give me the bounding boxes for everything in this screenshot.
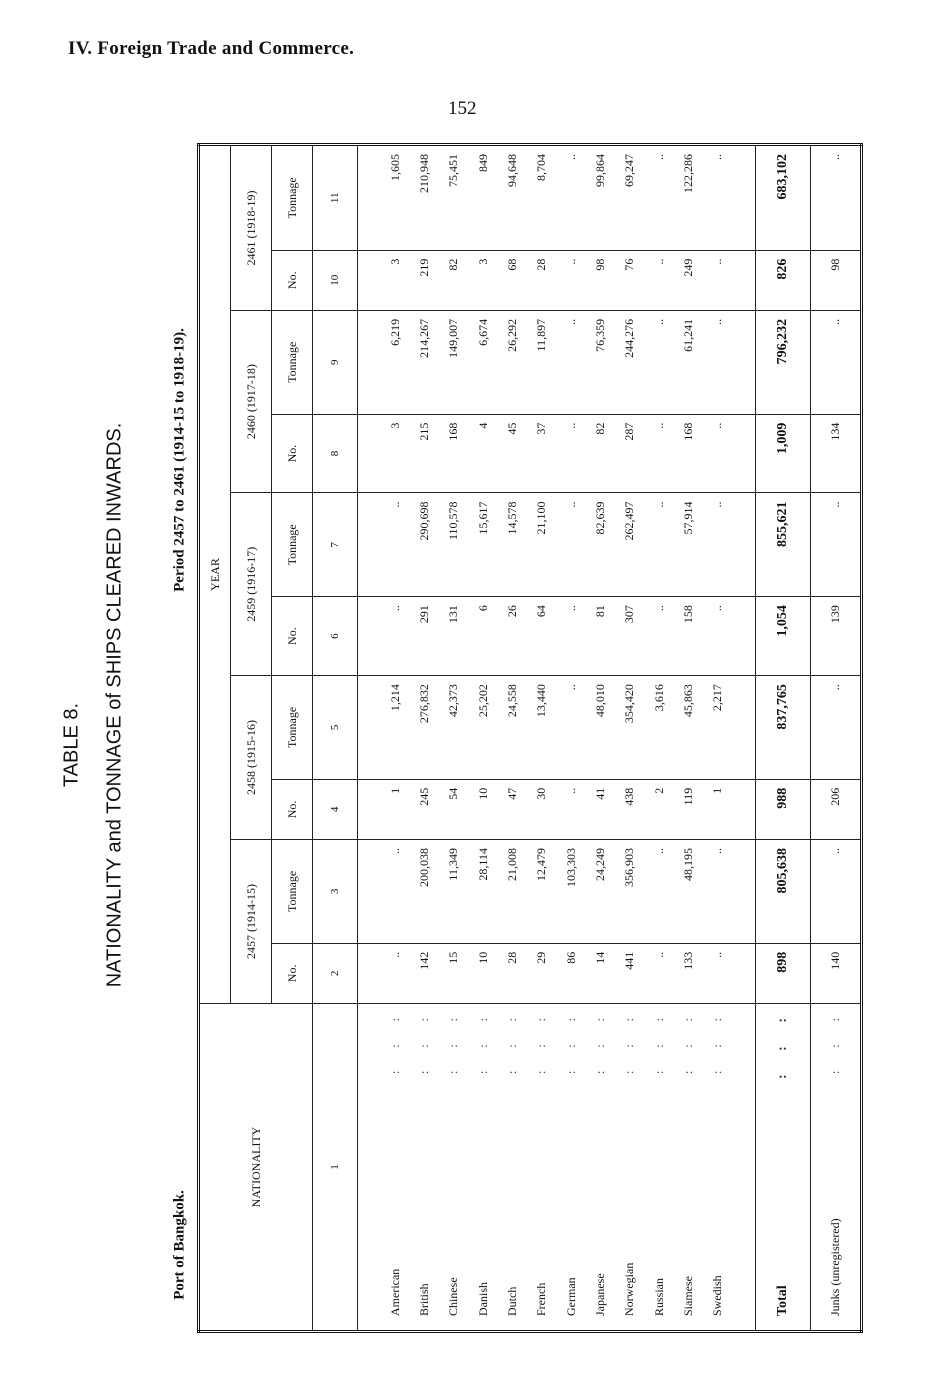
tonnage-cell: .. (556, 493, 585, 597)
count-cell: 826 (755, 250, 810, 310)
tonnage-cell: .. (810, 493, 861, 597)
header-tonnage: Tonnage (272, 840, 313, 944)
period-label: Period 2457 to 2461 (1914-15 to 1918-19). (171, 328, 188, 592)
tonnage-cell: .. (703, 493, 732, 597)
tonnage-cell: .. (644, 493, 673, 597)
tonnage-cell: .. (644, 145, 673, 251)
tonnage-cell: 6,674 (468, 310, 497, 414)
tonnage-cell: 103,303 (556, 840, 585, 944)
tonnage-cell: 805,638 (755, 840, 810, 944)
leader-dots: : : : (622, 1008, 637, 1075)
count-cell: 37 (527, 414, 556, 493)
count-cell: .. (556, 597, 585, 676)
count-cell: 158 (674, 597, 703, 676)
nationality-name: British (416, 1283, 431, 1316)
count-cell: 133 (674, 943, 703, 1003)
count-cell: 3 (468, 250, 497, 310)
table-row (674, 145, 703, 1332)
nationality-name: French (534, 1282, 549, 1316)
tonnage-cell: 2,217 (703, 676, 732, 780)
count-cell: 131 (439, 597, 468, 676)
tonnage-cell: 1,605 (380, 145, 409, 251)
tonnage-cell: 99,864 (586, 145, 615, 251)
table-row (498, 145, 527, 1332)
count-cell: 28 (498, 943, 527, 1003)
nationality-name: Junks (unregistered) (827, 1218, 842, 1316)
count-cell: 54 (439, 779, 468, 839)
count-cell: 119 (674, 779, 703, 839)
leader-dots: : : : (563, 1008, 578, 1075)
count-cell: 30 (527, 779, 556, 839)
count-cell: 1,054 (755, 597, 810, 676)
total-row (755, 145, 810, 1332)
tonnage-cell: 290,698 (410, 493, 439, 597)
leader-dots: : : : (592, 1008, 607, 1075)
column-number: 9 (313, 310, 358, 414)
count-cell: .. (556, 779, 585, 839)
tonnage-cell: 210,948 (410, 145, 439, 251)
table-row (439, 145, 468, 1332)
count-cell: 140 (810, 943, 861, 1003)
count-cell: 219 (410, 250, 439, 310)
tonnage-cell: 110,578 (439, 493, 468, 597)
count-cell: 245 (410, 779, 439, 839)
leader-dots: : : : (446, 1008, 461, 1075)
count-cell: 98 (586, 250, 615, 310)
nationality-cell (468, 1004, 497, 1332)
leader-dots: : : : (416, 1008, 431, 1075)
nationality-name: Swedish (710, 1275, 725, 1316)
tonnage-cell: .. (644, 840, 673, 944)
tonnage-cell: 15,617 (468, 493, 497, 597)
nationality-cell (498, 1004, 527, 1332)
count-cell: 168 (674, 414, 703, 493)
header-nationality: NATIONALITY (199, 1004, 313, 1332)
tonnage-cell: 21,008 (498, 840, 527, 944)
count-cell: 287 (615, 414, 644, 493)
table-row (468, 145, 497, 1332)
count-cell: .. (644, 250, 673, 310)
leader-dots: : : : (710, 1008, 725, 1075)
nationality-name: Danish (475, 1282, 490, 1316)
nationality-cell (644, 1004, 673, 1332)
tonnage-cell: 354,420 (615, 676, 644, 780)
tonnage-cell: .. (380, 840, 409, 944)
count-cell: 438 (615, 779, 644, 839)
count-cell: .. (644, 414, 673, 493)
tonnage-cell: .. (644, 310, 673, 414)
tonnage-cell: 24,558 (498, 676, 527, 780)
tonnage-cell: 48,195 (674, 840, 703, 944)
count-cell: 45 (498, 414, 527, 493)
tonnage-cell: 13,440 (527, 676, 556, 780)
count-cell: 64 (527, 597, 556, 676)
header-no: No. (272, 414, 313, 493)
count-cell: 4 (468, 414, 497, 493)
count-cell: .. (380, 943, 409, 1003)
leader-dots: : : : (827, 1008, 842, 1075)
tonnage-cell: .. (556, 676, 585, 780)
nationality-name: Japanese (592, 1273, 607, 1316)
table-row (380, 145, 409, 1332)
tonnage-cell: 76,359 (586, 310, 615, 414)
leader-dots: : : : (651, 1008, 666, 1075)
tonnage-cell: 57,914 (674, 493, 703, 597)
tonnage-cell: 8,704 (527, 145, 556, 251)
count-cell: 134 (810, 414, 861, 493)
header-no: No. (272, 779, 313, 839)
tonnage-cell: .. (810, 676, 861, 780)
tonnage-cell: 21,100 (527, 493, 556, 597)
table-frame (197, 143, 863, 1333)
ships-table (197, 143, 863, 1333)
count-cell: .. (556, 414, 585, 493)
tonnage-cell: 1,214 (380, 676, 409, 780)
count-cell: 206 (810, 779, 861, 839)
count-cell: 14 (586, 943, 615, 1003)
tonnage-cell: 849 (468, 145, 497, 251)
tonnage-cell: 6,219 (380, 310, 409, 414)
tonnage-cell: .. (380, 493, 409, 597)
tonnage-cell: .. (810, 310, 861, 414)
count-cell: 307 (615, 597, 644, 676)
tonnage-cell: 14,578 (498, 493, 527, 597)
count-cell: 139 (810, 597, 861, 676)
count-cell: 81 (586, 597, 615, 676)
nationality-cell (410, 1004, 439, 1332)
tonnage-cell: .. (703, 145, 732, 251)
nationality-name: Dutch (504, 1286, 519, 1316)
tonnage-cell: 683,102 (755, 145, 810, 251)
tonnage-cell: 3,616 (644, 676, 673, 780)
count-cell: .. (380, 597, 409, 676)
nationality-name: Norwegian (622, 1262, 637, 1316)
header-no: No. (272, 250, 313, 310)
column-number: 6 (313, 597, 358, 676)
column-number: 2 (313, 943, 358, 1003)
count-cell: 98 (810, 250, 861, 310)
table-label: TABLE 8. (60, 702, 83, 788)
tonnage-cell: 356,903 (615, 840, 644, 944)
count-cell: .. (644, 943, 673, 1003)
tonnage-cell: .. (703, 840, 732, 944)
count-cell: 86 (556, 943, 585, 1003)
count-cell: 10 (468, 779, 497, 839)
count-cell: 76 (615, 250, 644, 310)
count-cell: .. (644, 597, 673, 676)
count-cell: .. (556, 250, 585, 310)
nationality-cell (586, 1004, 615, 1332)
table-row (410, 145, 439, 1332)
tonnage-cell: 200,038 (410, 840, 439, 944)
tonnage-cell: 75,451 (439, 145, 468, 251)
tonnage-cell: 276,832 (410, 676, 439, 780)
count-cell: 2 (644, 779, 673, 839)
header-year-2460: 2460 (1917-18) (231, 310, 272, 493)
tonnage-cell: 69,247 (615, 145, 644, 251)
header-tonnage: Tonnage (272, 676, 313, 780)
count-cell: 168 (439, 414, 468, 493)
count-cell: 15 (439, 943, 468, 1003)
leader-dots: : : : (774, 1008, 790, 1079)
tonnage-cell: 24,249 (586, 840, 615, 944)
count-cell: 898 (755, 943, 810, 1003)
column-number: 5 (313, 676, 358, 780)
leader-dots: : : : (387, 1008, 402, 1075)
column-number: 8 (313, 414, 358, 493)
tonnage-cell: .. (810, 840, 861, 944)
nationality-cell (615, 1004, 644, 1332)
table-row (556, 145, 585, 1332)
leader-dots: : : : (534, 1008, 549, 1075)
column-number: 1 (313, 1004, 358, 1332)
tonnage-cell: 149,007 (439, 310, 468, 414)
count-cell: 1,009 (755, 414, 810, 493)
tonnage-cell: 244,276 (615, 310, 644, 414)
nationality-name: Siamese (680, 1276, 695, 1316)
column-number: 7 (313, 493, 358, 597)
nationality-cell (755, 1004, 810, 1332)
column-number: 11 (313, 145, 358, 251)
tonnage-cell: 262,497 (615, 493, 644, 597)
header-year-2458: 2458 (1915-16) (231, 676, 272, 840)
count-cell: .. (703, 943, 732, 1003)
nationality-name: Russian (651, 1277, 666, 1316)
count-cell: 988 (755, 779, 810, 839)
column-number: 10 (313, 250, 358, 310)
count-cell: 249 (674, 250, 703, 310)
tonnage-cell: 214,267 (410, 310, 439, 414)
table-row (644, 145, 673, 1332)
column-number: 3 (313, 840, 358, 944)
section-heading: IV. Foreign Trade and Commerce. (68, 38, 355, 59)
table-body (313, 145, 862, 1332)
nationality-name: Total (774, 1285, 790, 1316)
tonnage-cell: 855,621 (755, 493, 810, 597)
table-row (527, 145, 556, 1332)
count-cell: 82 (586, 414, 615, 493)
header-tonnage: Tonnage (272, 493, 313, 597)
tonnage-cell: .. (556, 310, 585, 414)
tonnage-cell: .. (556, 145, 585, 251)
header-year: YEAR (199, 145, 231, 1004)
header-year-2457: 2457 (1914-15) (231, 840, 272, 1004)
count-cell: 291 (410, 597, 439, 676)
tonnage-cell: 26,292 (498, 310, 527, 414)
header-no: No. (272, 597, 313, 676)
header-year-2461: 2461 (1918-19) (231, 145, 272, 311)
tonnage-cell: 28,114 (468, 840, 497, 944)
nationality-cell (380, 1004, 409, 1332)
page-number: 152 (448, 98, 477, 119)
count-cell: 26 (498, 597, 527, 676)
nationality-name: German (563, 1277, 578, 1316)
count-cell: .. (703, 597, 732, 676)
nationality-cell (527, 1004, 556, 1332)
header-tonnage: Tonnage (272, 310, 313, 414)
column-number: 4 (313, 779, 358, 839)
count-cell: .. (703, 250, 732, 310)
nationality-cell (810, 1004, 861, 1332)
nationality-name: Chinese (446, 1277, 461, 1316)
count-cell: .. (703, 414, 732, 493)
count-cell: 441 (615, 943, 644, 1003)
tonnage-cell: 11,897 (527, 310, 556, 414)
tonnage-cell: 45,863 (674, 676, 703, 780)
table-row (586, 145, 615, 1332)
count-cell: 68 (498, 250, 527, 310)
table-row (615, 145, 644, 1332)
tonnage-cell: 12,479 (527, 840, 556, 944)
junks-row (810, 145, 861, 1332)
count-cell: 3 (380, 250, 409, 310)
count-cell: 215 (410, 414, 439, 493)
tonnage-cell: .. (810, 145, 861, 251)
count-cell: 82 (439, 250, 468, 310)
tonnage-cell: .. (703, 310, 732, 414)
count-cell: 3 (380, 414, 409, 493)
nationality-name: American (387, 1268, 402, 1316)
table-title: NATIONALITY and TONNAGE of SHIPS CLEARED INWARDS. (103, 422, 126, 988)
nationality-cell (703, 1004, 732, 1332)
header-no: No. (272, 943, 313, 1003)
count-cell: 1 (380, 779, 409, 839)
tonnage-cell: 61,241 (674, 310, 703, 414)
leader-dots: : : : (680, 1008, 695, 1075)
tonnage-cell: 11,349 (439, 840, 468, 944)
count-cell: 1 (703, 779, 732, 839)
count-cell: 28 (527, 250, 556, 310)
count-cell: 41 (586, 779, 615, 839)
count-cell: 47 (498, 779, 527, 839)
leader-dots: : : : (475, 1008, 490, 1075)
leader-dots: : : : (504, 1008, 519, 1075)
header-year-2459: 2459 (1916-17) (231, 493, 272, 676)
tonnage-cell: 796,232 (755, 310, 810, 414)
tonnage-cell: 25,202 (468, 676, 497, 780)
tonnage-cell: 94,648 (498, 145, 527, 251)
nationality-cell (556, 1004, 585, 1332)
tonnage-cell: 122,286 (674, 145, 703, 251)
column-numbers-row (313, 145, 358, 1332)
count-cell: 29 (527, 943, 556, 1003)
tonnage-cell: 837,765 (755, 676, 810, 780)
count-cell: 10 (468, 943, 497, 1003)
table-row (703, 145, 732, 1332)
tonnage-cell: 82,639 (586, 493, 615, 597)
nationality-cell (674, 1004, 703, 1332)
tonnage-cell: 48,010 (586, 676, 615, 780)
tonnage-cell: 42,373 (439, 676, 468, 780)
count-cell: 6 (468, 597, 497, 676)
nationality-cell (439, 1004, 468, 1332)
header-tonnage: Tonnage (272, 145, 313, 251)
count-cell: 142 (410, 943, 439, 1003)
port-label: Port of Bangkok. (171, 1190, 188, 1300)
